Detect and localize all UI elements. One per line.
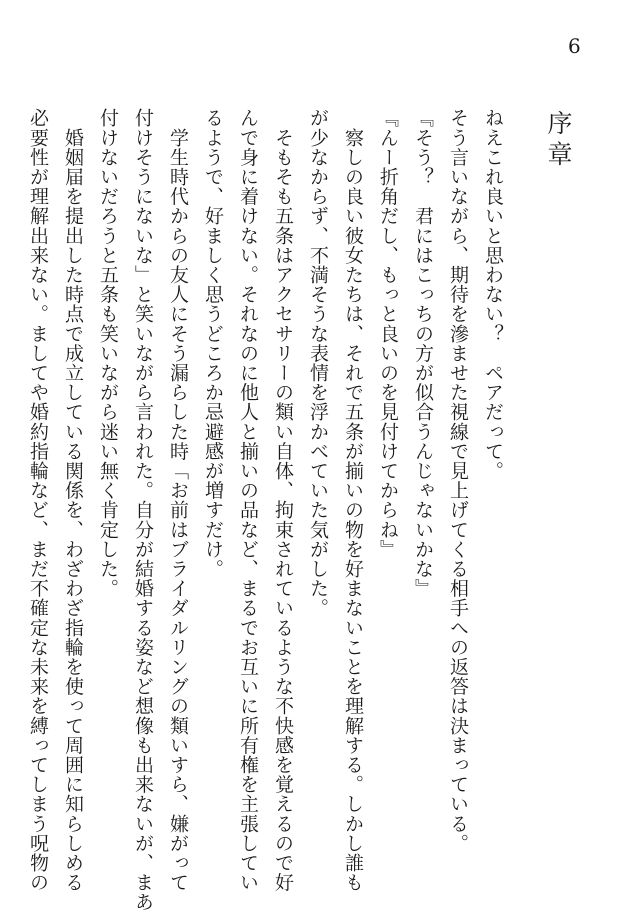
text-line: 付けないだろうと五条も笑いながら迷い無く肯定した。	[97, 108, 119, 598]
text-line: 察しの良い彼女たちは、それで五条が揃いの物を好まないことを理解する。しかし誰も	[342, 108, 364, 892]
text-line: 必要性が理解出来ない。ましてや婚約指輪など、まだ不確定な未来を縛ってしまう呪物の	[27, 108, 49, 892]
text-line: 付けそうにないな」と笑いながら言われた。自分が結婚する姿など想像も出来ないが、まあ	[132, 108, 154, 912]
text-line: んで身に着けない。それなのに他人と揃いの品など、まるでお互いに所有権を主張してい	[237, 108, 259, 892]
body-text	[20, 108, 510, 912]
text-line: 『そう？ 君にはこっちの方が似合うんじゃないかな』	[412, 108, 434, 598]
text-line: ねえこれ良いと思わない？ ペアだって。	[482, 108, 504, 481]
text-line: そもそも五条はアクセサリーの類い自体、拘束されているような不快感を覚えるので好	[272, 108, 294, 892]
chapter-title: 序章	[544, 110, 573, 172]
text-line: 学生時代からの友人にそう漏らした時「お前はブライダルリングの類いすら、嫌がって	[167, 108, 189, 892]
text-line: そう言いながら、期待を滲ませた視線で見上げてくる相手への返答は決まっている。	[447, 108, 469, 853]
text-line: が少なからず、不満そうな表情を浮かべていた気がした。	[307, 108, 329, 618]
text-line: 婚姻届を提出した時点で成立している関係を、わざわざ指輪を使って周囲に知らしめる	[62, 108, 84, 892]
text-line: 『んー折角だし、もっと良いのを見付けてからね』	[377, 108, 399, 559]
text-line: るようで、好ましく思うどころか忌避感が増すだけ。	[202, 108, 224, 579]
page-number: 6	[568, 34, 581, 58]
